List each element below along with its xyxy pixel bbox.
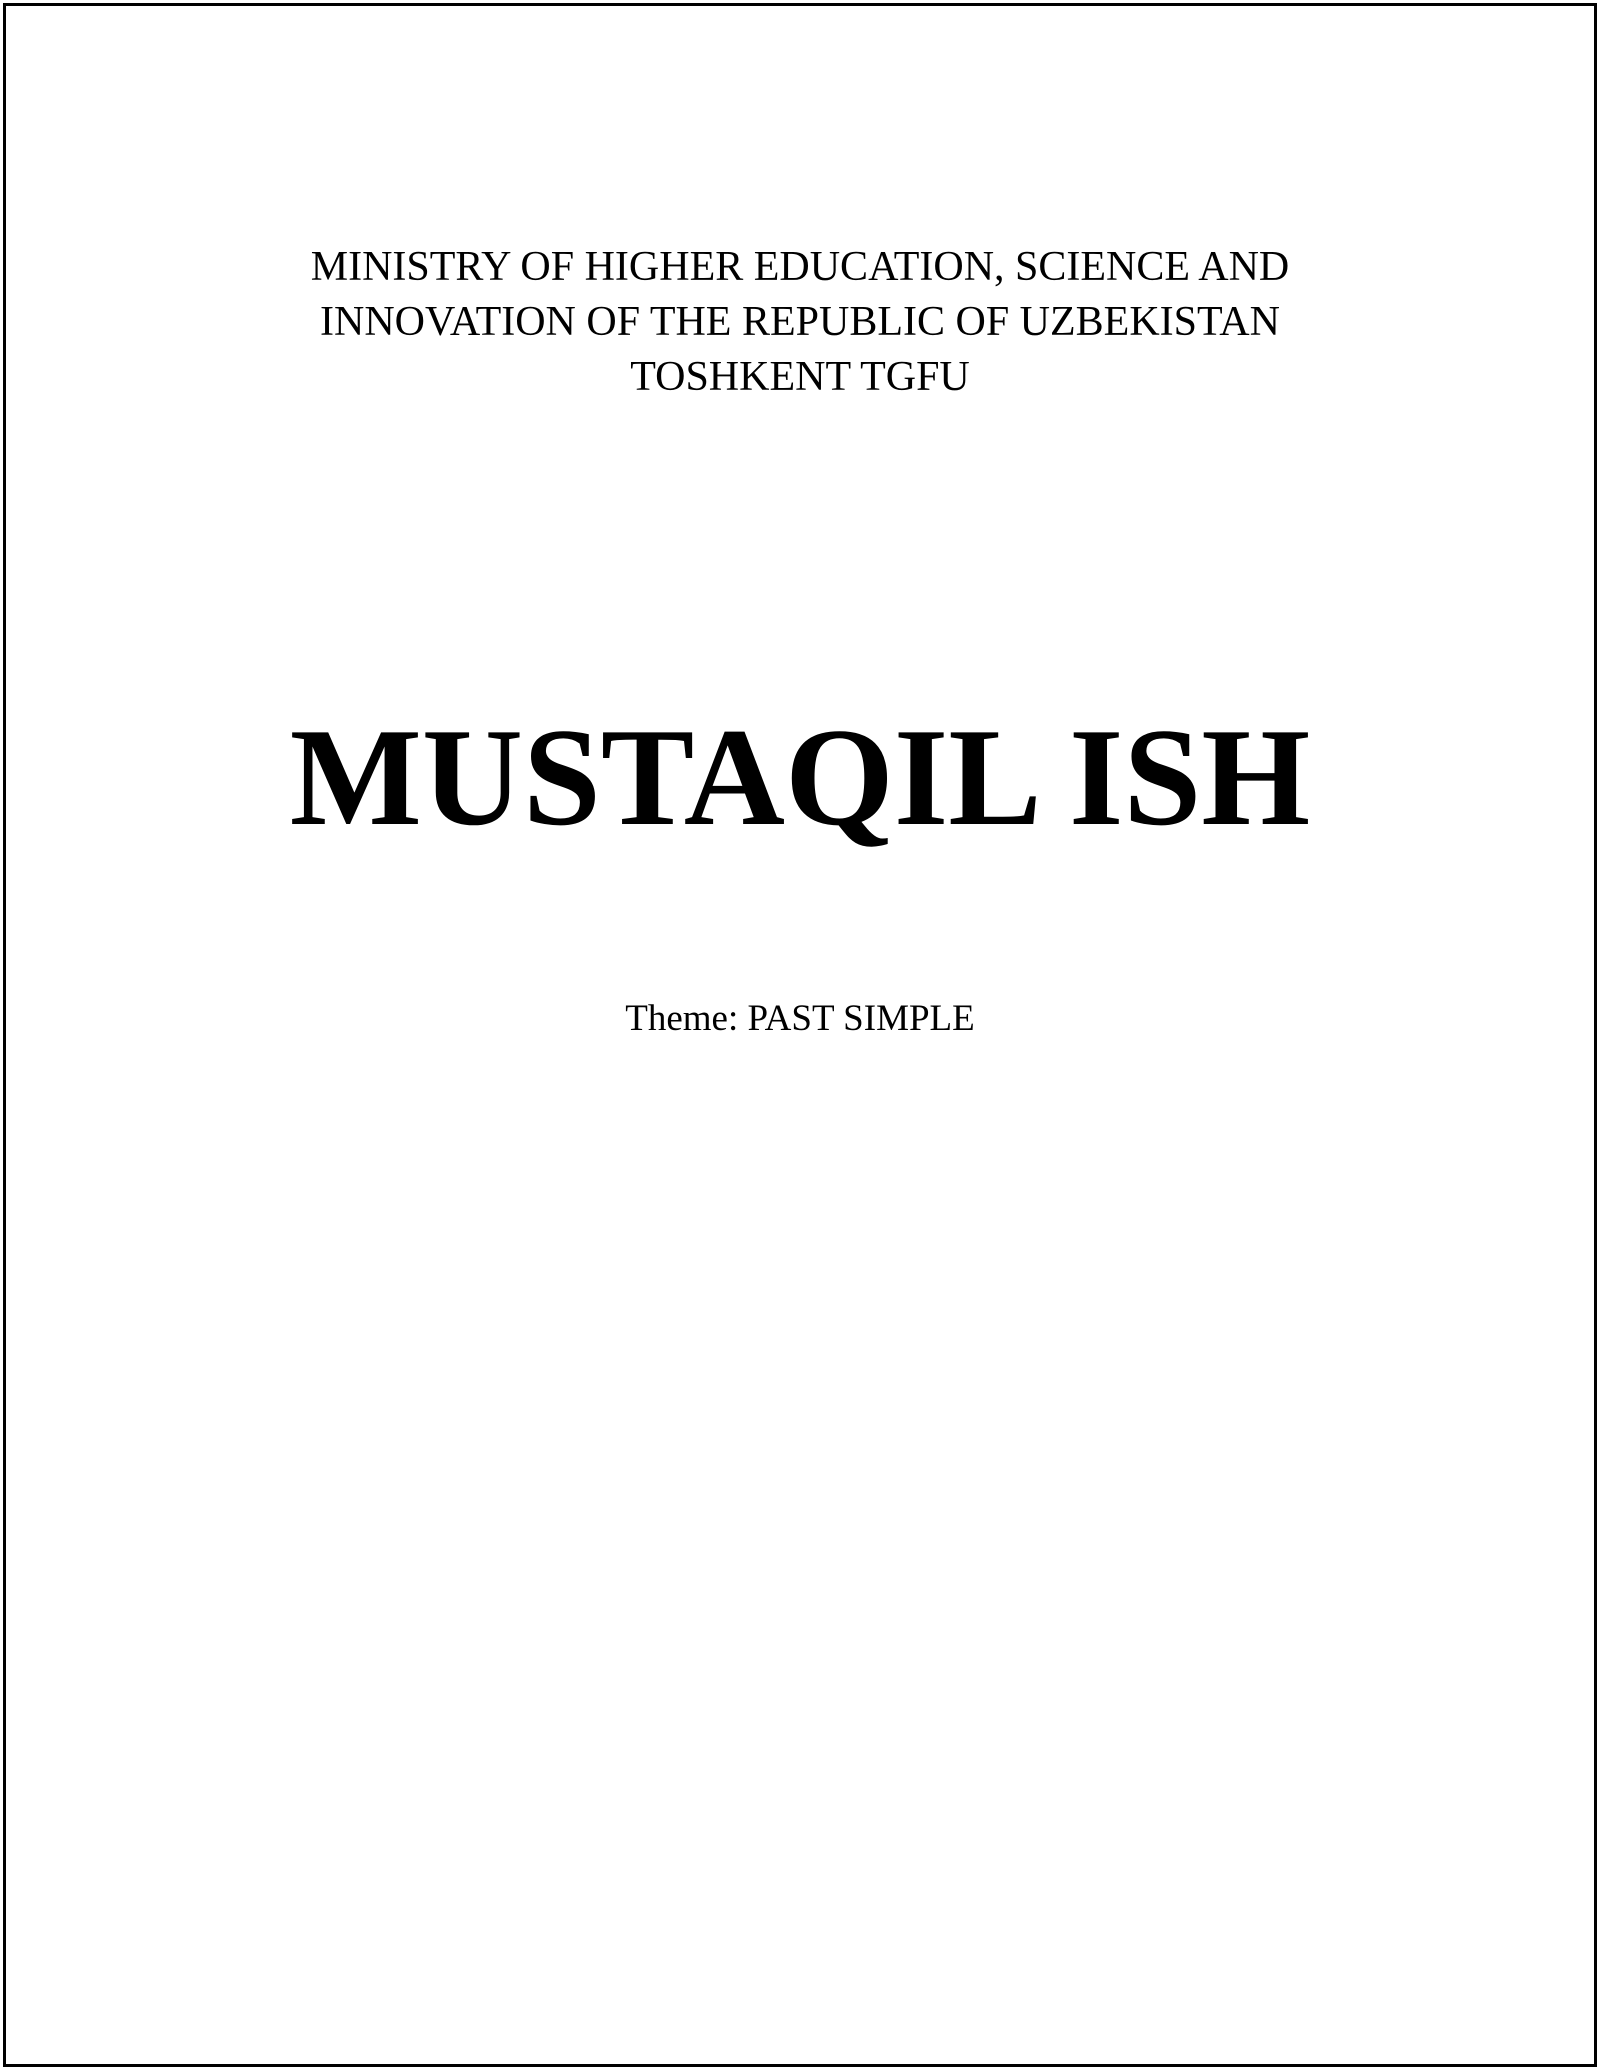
theme-line: Theme: PAST SIMPLE [625,998,975,1039]
ministry-header-line-3: TOSHKENT TGFU [630,354,970,400]
ministry-header [0,240,1600,405]
document-title: MUSTAQIL ISH [289,700,1311,855]
ministry-header-line-1: MINISTRY OF HIGHER EDUCATION, SCIENCE AND [310,244,1290,290]
ministry-header-line-2: INNOVATION OF THE REPUBLIC OF UZBEKISTAN [320,299,1280,345]
